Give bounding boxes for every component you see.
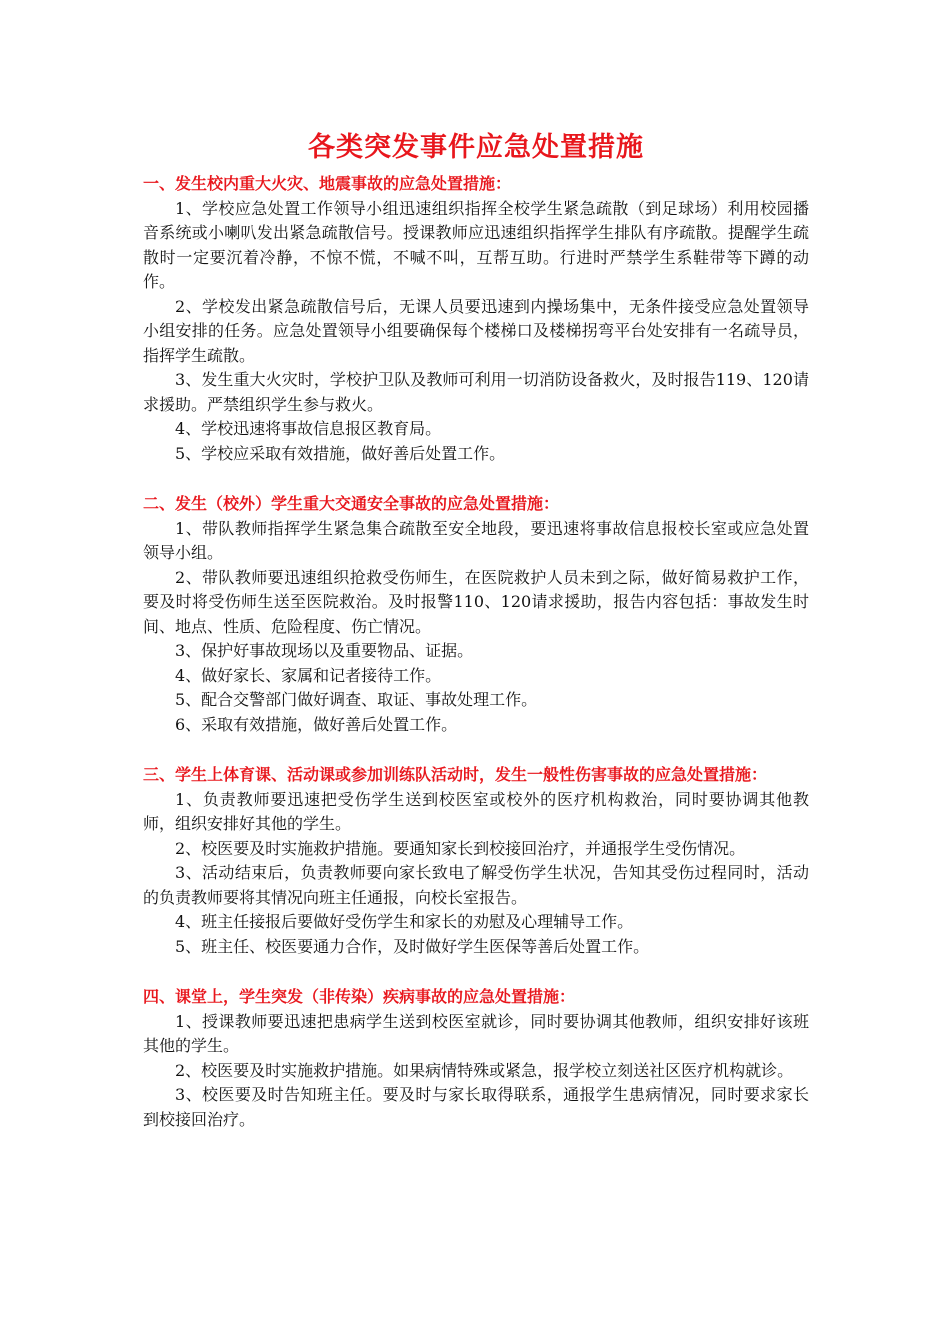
paragraph: 2、带队教师要迅速组织抢救受伤师生，在医院救护人员未到之际，做好简易救护工作，要及时将受伤师生送至医院救治。及时报警110、120请求援助，报告内容包括：事故发生时间、地点、性质、危险程度、伤亡情况。 <box>143 567 809 636</box>
paragraph: 3、发生重大火灾时，学校护卫队及教师可利用一切消防设备救火，及时报告119、120请求援助。严禁组织学生参与救火。 <box>143 370 809 414</box>
section-sudden-illness <box>143 985 809 1132</box>
paragraph: 5、学校应采取有效措施，做好善后处置工作。 <box>175 443 506 463</box>
paragraph: 3、校医要及时告知班主任。要及时与家长取得联系，通报学生患病情况，同时要求家长到校接回治疗。 <box>143 1085 809 1129</box>
paragraph: 2、学校发出紧急疏散信号后，无课人员要迅速到内操场集中，无条件接受应急处置领导小组安排的任务。应急处置领导小组要确保每个楼梯口及楼梯拐弯平台处安排有一名疏导员，指挥学生疏散。 <box>143 296 809 365</box>
section-heading: 四、课堂上，学生突发（非传染）疾病事故的应急处置措施： <box>143 987 576 1006</box>
document-page <box>143 128 809 1132</box>
paragraph: 5、配合交警部门做好调查、取证、事故处理工作。 <box>175 690 538 709</box>
section-heading: 一、发生校内重大火灾、地震事故的应急处置措施： <box>143 174 512 193</box>
paragraph: 3、活动结束后，负责教师要向家长致电了解受伤学生状况，告知其受伤过程同时，活动的负责教师要将其情况向班主任通报，向校长室报告。 <box>143 863 809 907</box>
section-sports-injury <box>143 763 809 959</box>
paragraph: 6、采取有效措施，做好善后处置工作。 <box>175 714 458 734</box>
section-traffic-accident <box>143 492 809 737</box>
paragraph: 1、学校应急处置工作领导小组迅速组织指挥全校学生紧急疏散（到足球场）利用校园播音系统或小喇叭发出紧急疏散信号。授课教师应迅速组织指挥学生排队有序疏散。提醒学生疏散时一定要沉着冷静，不惊不慌，不喊不叫，互帮互助。行进时严禁学生系鞋带等下蹲的动作。 <box>143 198 809 291</box>
paragraph: 4、班主任接报后要做好受伤学生和家长的劝慰及心理辅导工作。 <box>175 912 634 931</box>
paragraph: 2、校医要及时实施救护措施。如果病情特殊或紧急，报学校立刻送社区医疗机构就诊。 <box>175 1060 794 1080</box>
paragraph: 4、做好家长、家属和记者接待工作。 <box>175 665 442 685</box>
paragraph: 3、保护好事故现场以及重要物品、证据。 <box>175 641 474 660</box>
document-title: 各类突发事件应急处置措施 <box>308 132 644 163</box>
paragraph: 1、负责教师要迅速把受伤学生送到校医室或校外的医疗机构救治，同时要协调其他教师，组织安排好其他的学生。 <box>143 789 809 833</box>
paragraph: 1、授课教师要迅速把患病学生送到校医室就诊，同时要协调其他教师，组织安排好该班其他的学生。 <box>143 1011 809 1055</box>
section-fire-earthquake <box>143 172 809 466</box>
paragraph: 5、班主任、校医要通力合作，及时做好学生医保等善后处置工作。 <box>175 936 650 956</box>
paragraph: 4、学校迅速将事故信息报区教育局。 <box>175 419 442 438</box>
section-heading: 三、学生上体育课、活动课或参加训练队活动时，发生一般性伤害事故的应急处置措施： <box>143 765 768 784</box>
paragraph: 1、带队教师指挥学生紧急集合疏散至安全地段，要迅速将事故信息报校长室或应急处置领导小组。 <box>143 518 809 562</box>
paragraph: 2、校医要及时实施救护措施。要通知家长到校接回治疗，并通报学生受伤情况。 <box>175 838 746 858</box>
section-heading: 二、发生（校外）学生重大交通安全事故的应急处置措施： <box>143 494 560 513</box>
